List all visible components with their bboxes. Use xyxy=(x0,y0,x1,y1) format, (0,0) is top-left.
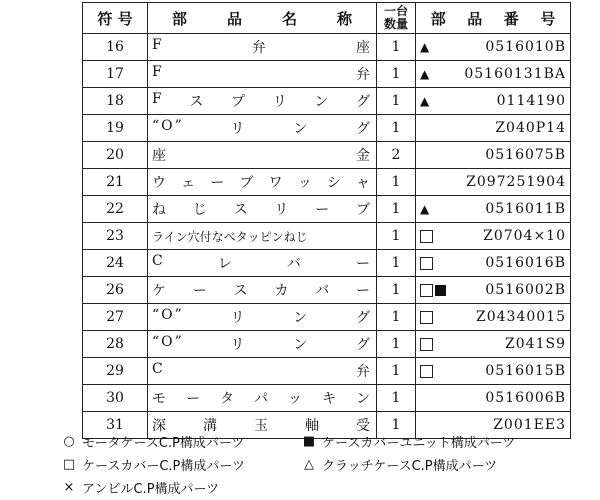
row-part-number xyxy=(416,223,571,250)
component-marks xyxy=(420,67,444,81)
part-name-segment: C xyxy=(152,361,165,377)
row-part-number xyxy=(416,358,571,385)
legend-symbol: △ xyxy=(304,457,314,472)
row-part-number xyxy=(416,331,571,358)
part-name-segment: ン xyxy=(314,94,331,110)
table-row xyxy=(83,277,571,304)
part-name-segment: リ xyxy=(230,121,247,137)
header-part-name xyxy=(148,3,377,34)
row-symbol-number: 23 xyxy=(83,223,148,250)
legend-item xyxy=(62,478,302,497)
square-open-icon xyxy=(420,365,433,378)
row-quantity: 1 xyxy=(377,277,416,304)
square-open-icon xyxy=(420,257,433,270)
row-symbol-number: 30 xyxy=(83,385,148,412)
part-name-segment: じ xyxy=(192,202,209,218)
part-number-text: Z040P14 xyxy=(495,120,566,136)
legend-text: クラッチケースC.P構成パーツ xyxy=(322,459,498,474)
square-filled-icon xyxy=(435,285,446,296)
part-name-segment: バ xyxy=(315,283,332,299)
legend-item xyxy=(62,455,302,474)
part-name-segment: グ xyxy=(356,94,372,110)
part-name-segment: 溝 xyxy=(203,418,219,434)
part-name-segment: 座 xyxy=(152,148,168,164)
part-name-segment: リ xyxy=(272,94,289,110)
triangle-filled-icon: ▲ xyxy=(420,202,430,216)
header-no: 符 号 xyxy=(83,3,148,34)
row-quantity: 1 xyxy=(377,196,416,223)
part-name-segment: ワ xyxy=(268,175,285,191)
part-name-segment: ス xyxy=(233,202,250,218)
component-marks xyxy=(420,40,444,54)
part-number-text: 05160131BA xyxy=(464,66,566,82)
component-marks xyxy=(420,365,444,378)
part-number-text: 0516002B xyxy=(485,282,566,298)
part-number-text: Z04340015 xyxy=(476,309,566,325)
row-quantity: 1 xyxy=(377,61,416,88)
part-name-segment: ー xyxy=(186,391,202,407)
square-open-icon xyxy=(420,230,433,243)
part-name-segment: ッ xyxy=(288,391,304,407)
parts-table-body xyxy=(83,34,571,439)
row-symbol-number: 19 xyxy=(83,115,148,142)
row-symbol-number: 29 xyxy=(83,358,148,385)
part-name-segment: 玉 xyxy=(254,418,270,434)
row-symbol-number: 20 xyxy=(83,142,148,169)
legend-symbol: ■ xyxy=(302,434,316,449)
header-part-name-char: 名 xyxy=(281,9,297,28)
legend-symbol: □ xyxy=(62,457,76,472)
part-name-segment: ね xyxy=(152,202,168,218)
header-qty xyxy=(377,3,416,34)
header-part-name-char: 称 xyxy=(336,9,352,28)
row-symbol-number: 18 xyxy=(83,88,148,115)
part-number-text: 0516016B xyxy=(485,255,566,271)
part-name-segment: リ xyxy=(230,310,247,326)
part-name-segment: ス xyxy=(189,94,206,110)
row-quantity: 1 xyxy=(377,412,416,439)
part-name-segment: F xyxy=(152,64,164,80)
part-name-segment: グ xyxy=(356,310,372,326)
header-part-number-char: 品 xyxy=(467,9,483,28)
header-part-number xyxy=(416,3,571,34)
part-name-segment: ン xyxy=(293,310,310,326)
part-number-text: 0516075B xyxy=(485,147,566,163)
part-name-segment: ン xyxy=(356,391,372,407)
legend-row xyxy=(62,453,582,476)
table-row xyxy=(83,250,571,277)
row-part-name xyxy=(148,61,377,88)
part-name-segment: タ xyxy=(220,391,236,407)
row-quantity: 1 xyxy=(377,169,416,196)
legend-item xyxy=(302,432,515,451)
row-part-number xyxy=(416,88,571,115)
row-part-name xyxy=(148,331,377,358)
component-marks xyxy=(420,230,444,243)
table-row xyxy=(83,34,571,61)
part-name-segment: ン xyxy=(293,337,310,353)
legend-text: アンビルC.P構成パーツ xyxy=(82,482,220,497)
row-symbol-number: 16 xyxy=(83,34,148,61)
row-part-number xyxy=(416,61,571,88)
part-name-segment: “O” xyxy=(152,307,184,323)
part-name-segment: キ xyxy=(322,391,338,407)
row-quantity: 1 xyxy=(377,34,416,61)
row-part-number xyxy=(416,385,571,412)
row-part-name xyxy=(148,385,377,412)
part-name-segment: ー xyxy=(315,202,332,218)
part-name-segment: 金 xyxy=(356,148,372,164)
table-row xyxy=(83,169,571,196)
row-symbol-number: 21 xyxy=(83,169,148,196)
component-marks xyxy=(420,202,444,216)
row-part-name xyxy=(148,250,377,277)
part-name-segment: グ xyxy=(356,121,372,137)
table-row xyxy=(83,61,571,88)
part-name-segment: ウ xyxy=(152,175,168,191)
row-part-number xyxy=(416,34,571,61)
triangle-filled-icon: ▲ xyxy=(420,94,430,108)
row-part-name xyxy=(148,115,377,142)
part-number-text: 0114190 xyxy=(496,93,566,109)
legend-row xyxy=(62,476,582,499)
part-name-segment: ャ xyxy=(355,175,372,191)
part-name-segment: バ xyxy=(286,256,303,272)
part-name-segment: シ xyxy=(326,175,343,191)
part-name-segment: 深 xyxy=(152,418,168,434)
part-name-segment: 軸 xyxy=(305,418,321,434)
part-name-segment: 受 xyxy=(356,418,372,434)
part-number-text: 0516015B xyxy=(485,363,566,379)
row-part-number xyxy=(416,142,571,169)
row-part-number xyxy=(416,196,571,223)
row-quantity: 1 xyxy=(377,304,416,331)
header-part-name-char: 部 xyxy=(171,9,187,28)
row-part-number xyxy=(416,277,571,304)
part-name-segment: “O” xyxy=(152,118,184,134)
table-row xyxy=(83,115,571,142)
row-quantity: 1 xyxy=(377,223,416,250)
row-part-name xyxy=(148,142,377,169)
part-name-segment: カ xyxy=(274,283,291,299)
row-quantity: 2 xyxy=(377,142,416,169)
row-part-name xyxy=(148,304,377,331)
table-row xyxy=(83,331,571,358)
legend-text: モータケースC.P構成パーツ xyxy=(82,436,245,451)
part-number-text: Z097251904 xyxy=(466,174,566,190)
part-name-segment: ェ xyxy=(181,175,198,191)
legend-item xyxy=(302,455,497,474)
square-open-icon xyxy=(420,338,433,351)
row-part-name xyxy=(148,169,377,196)
header-qty-line1: 一台 xyxy=(383,4,408,18)
row-symbol-number: 28 xyxy=(83,331,148,358)
part-name-segment: ン xyxy=(293,121,310,137)
row-symbol-number: 26 xyxy=(83,277,148,304)
header-part-name-char: 品 xyxy=(226,9,242,28)
row-part-number xyxy=(416,304,571,331)
part-name-segment: ス xyxy=(233,283,250,299)
table-row xyxy=(83,142,571,169)
table-row xyxy=(83,385,571,412)
row-symbol-number: 31 xyxy=(83,412,148,439)
legend-text: ケースカバーC.P構成パーツ xyxy=(82,459,245,474)
part-name-segment: ライン穴付なべタッピンねじ xyxy=(152,229,308,244)
part-name-segment: ケ xyxy=(152,283,168,299)
part-name-segment: プ xyxy=(231,94,248,110)
part-name-segment: ブ xyxy=(239,175,256,191)
row-quantity: 1 xyxy=(377,88,416,115)
row-quantity: 1 xyxy=(377,250,416,277)
table-header-row xyxy=(83,3,571,34)
row-quantity: 1 xyxy=(377,331,416,358)
part-name-segment: “O” xyxy=(152,334,184,350)
row-symbol-number: 24 xyxy=(83,250,148,277)
row-part-name xyxy=(148,88,377,115)
row-part-number xyxy=(416,115,571,142)
component-marks xyxy=(420,311,444,324)
row-symbol-number: 27 xyxy=(83,304,148,331)
table-row xyxy=(83,88,571,115)
component-marks xyxy=(420,257,444,270)
table-row xyxy=(83,358,571,385)
part-name-segment: グ xyxy=(356,337,372,353)
legend-text: ケースカバーユニット構成パーツ xyxy=(322,436,516,451)
parts-table xyxy=(82,2,571,439)
legend-item xyxy=(62,432,302,451)
header-part-number-char: 号 xyxy=(540,9,556,28)
row-part-name xyxy=(148,277,377,304)
legend-symbol: ○ xyxy=(63,434,75,449)
part-name-segment: ー xyxy=(192,283,209,299)
table-row xyxy=(83,223,571,250)
part-name-segment: ッ xyxy=(297,175,314,191)
row-quantity: 1 xyxy=(377,385,416,412)
part-name-segment: 座 xyxy=(356,40,372,56)
part-name-segment: モ xyxy=(152,391,168,407)
part-number-text: Z041S9 xyxy=(505,336,566,352)
part-name-segment: パ xyxy=(254,391,270,407)
triangle-filled-icon: ▲ xyxy=(420,40,430,54)
legend-row xyxy=(62,430,582,453)
header-part-number-char: 部 xyxy=(430,9,446,28)
part-number-text: 0516010B xyxy=(485,39,566,55)
row-part-number xyxy=(416,250,571,277)
part-name-segment: F xyxy=(152,91,164,107)
row-part-name xyxy=(148,223,377,250)
part-name-segment: F xyxy=(152,37,164,53)
legend xyxy=(62,430,582,499)
part-name-segment: ー xyxy=(355,283,372,299)
triangle-filled-icon: ▲ xyxy=(420,67,430,81)
square-open-icon xyxy=(420,284,433,297)
part-name-segment: C xyxy=(152,253,165,269)
row-quantity: 1 xyxy=(377,358,416,385)
legend-symbol: × xyxy=(63,480,75,495)
row-quantity: 1 xyxy=(377,115,416,142)
part-name-segment: 弁 xyxy=(251,40,268,56)
part-number-text: Z0704×10 xyxy=(483,228,566,244)
part-name-segment: レ xyxy=(217,256,234,272)
part-name-segment: 弁 xyxy=(356,67,372,83)
part-number-text: 0516011B xyxy=(485,201,566,217)
part-name-segment: ー xyxy=(210,175,227,191)
row-part-name xyxy=(148,358,377,385)
part-name-segment: リ xyxy=(230,337,247,353)
square-open-icon xyxy=(420,311,433,324)
table-row xyxy=(83,196,571,223)
row-part-number xyxy=(416,169,571,196)
component-marks xyxy=(420,338,444,351)
part-name-segment: リ xyxy=(274,202,291,218)
row-part-name xyxy=(148,196,377,223)
part-name-segment: ー xyxy=(356,256,372,272)
part-name-segment: ブ xyxy=(355,202,372,218)
row-symbol-number: 17 xyxy=(83,61,148,88)
component-marks xyxy=(420,94,444,108)
component-marks xyxy=(420,284,446,297)
part-name-segment: 弁 xyxy=(356,364,372,380)
table-row xyxy=(83,304,571,331)
row-part-name xyxy=(148,34,377,61)
header-part-number-char: 番 xyxy=(503,9,519,28)
part-number-text: Z001EE3 xyxy=(493,417,566,433)
header-qty-line2: 数量 xyxy=(383,17,408,31)
part-number-text: 0516006B xyxy=(485,390,566,406)
row-symbol-number: 22 xyxy=(83,196,148,223)
